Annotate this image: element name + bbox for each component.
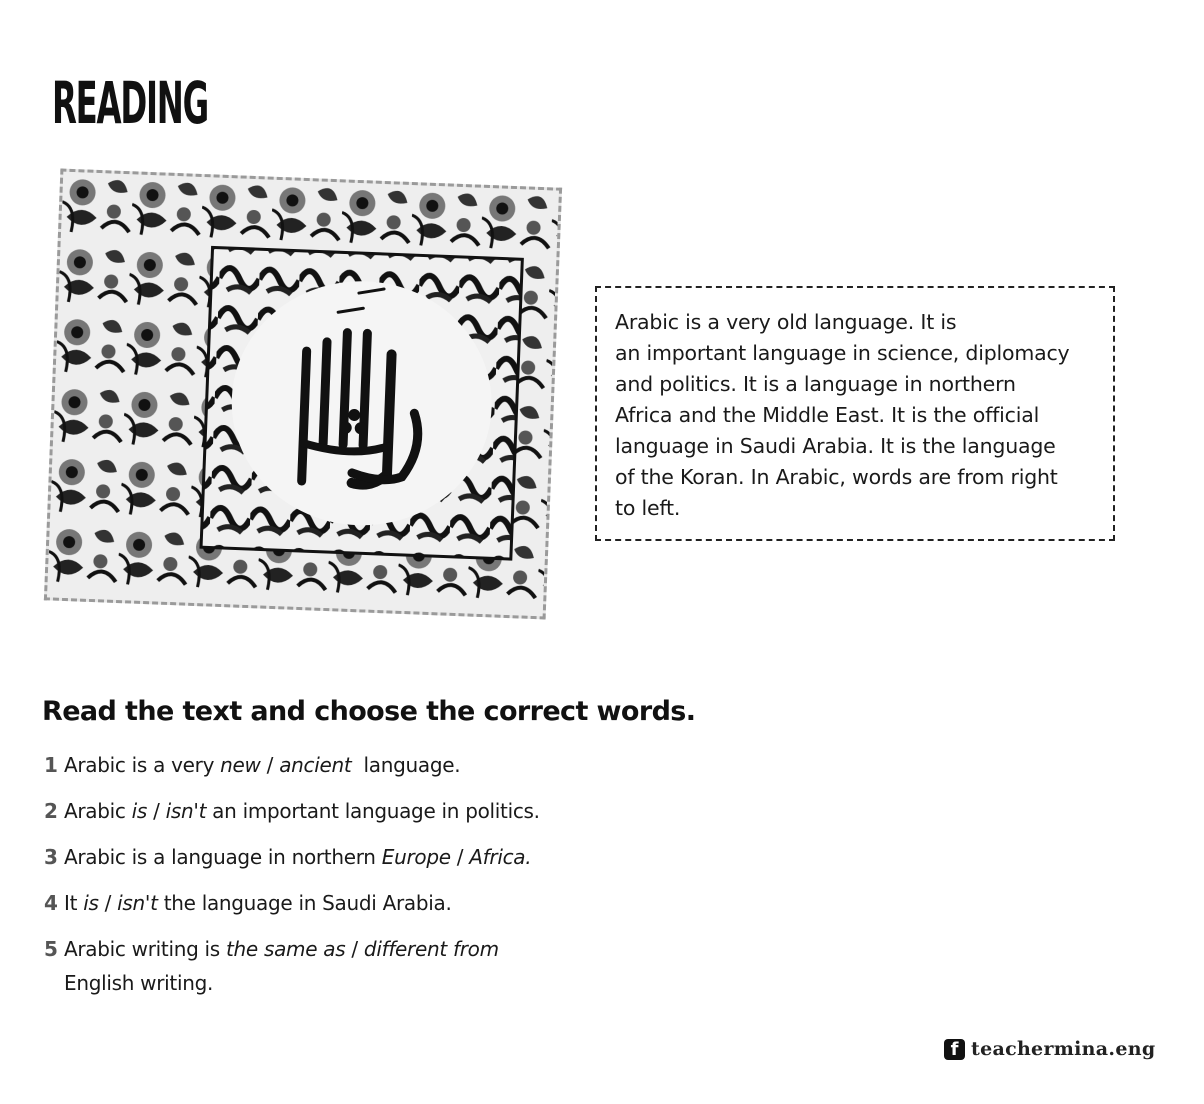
question-text [64, 794, 540, 828]
reading-passage [595, 286, 1115, 541]
question-item [44, 840, 644, 874]
option-b[interactable]: ancient [279, 753, 352, 777]
question-text [64, 932, 499, 1000]
question-number: 1 [44, 753, 58, 777]
question-number: 5 [44, 937, 58, 961]
option-separator: / [98, 891, 118, 915]
question-prefix: Arabic is a very [64, 753, 221, 777]
option-a[interactable]: is [83, 891, 99, 915]
option-a[interactable]: the same as [225, 937, 346, 961]
option-b[interactable]: different from [363, 937, 499, 961]
question-item [44, 794, 644, 828]
question-item [44, 748, 644, 782]
facebook-icon: f [944, 1039, 965, 1060]
passage-line: to left. [615, 496, 681, 520]
passage-line: language in Saudi Arabia. It is the language [615, 434, 1056, 458]
question-number: 2 [44, 799, 58, 823]
social-credit [944, 1038, 1155, 1060]
question-text [64, 840, 531, 874]
question-prefix: It [64, 891, 84, 915]
question-prefix: Arabic is a language in northern [64, 845, 382, 869]
option-b[interactable]: isn't [165, 799, 207, 823]
calligraphy-image [44, 169, 562, 620]
page-title: READING [52, 69, 208, 137]
passage-line: Africa and the Middle East. It is the official [615, 403, 1040, 427]
option-separator: / [260, 753, 280, 777]
question-suffix: an important language in politics. [206, 799, 540, 823]
passage-line: of the Koran. In Arabic, words are from right [615, 465, 1058, 489]
question-prefix: Arabic writing is [64, 937, 226, 961]
question-line2: English writing. [64, 971, 214, 995]
exercise-instruction: Read the text and choose the correct words. [42, 696, 696, 727]
option-separator: / [147, 799, 166, 823]
option-b[interactable]: Africa. [469, 845, 532, 869]
passage-line: an important language in science, diplomacy [615, 341, 1070, 365]
question-prefix: Arabic [64, 799, 132, 823]
option-b[interactable]: isn't [117, 891, 158, 915]
passage-line: Arabic is a very old language. It is [615, 310, 957, 334]
question-suffix: language. [351, 753, 461, 777]
option-separator: / [345, 937, 364, 961]
question-text [64, 886, 452, 920]
passage-line: and politics. It is a language in northern [615, 372, 1016, 396]
option-a[interactable]: is [131, 799, 148, 823]
question-number: 4 [44, 891, 58, 915]
social-handle[interactable]: teachermina.eng [971, 1038, 1156, 1060]
question-item [44, 886, 644, 920]
question-number: 3 [44, 845, 58, 869]
question-suffix: the language in Saudi Arabia. [157, 891, 452, 915]
option-a[interactable]: new [220, 753, 261, 777]
question-text [64, 748, 460, 782]
question-list [44, 748, 644, 1012]
question-item [44, 932, 644, 1000]
option-a[interactable]: Europe [381, 845, 451, 869]
calligraphy-tile-graphic [47, 172, 559, 617]
option-separator: / [450, 845, 470, 869]
